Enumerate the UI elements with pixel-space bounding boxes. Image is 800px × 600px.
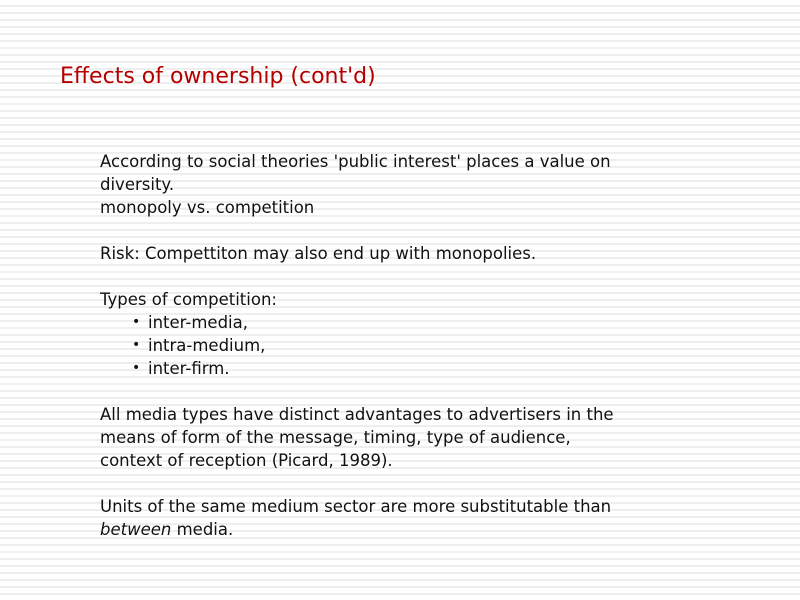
list-item-label: inter-media, bbox=[148, 313, 248, 332]
list-item bbox=[100, 334, 720, 357]
bullet-icon: • bbox=[132, 337, 141, 353]
bullet-icon: • bbox=[132, 360, 141, 376]
text-line: means of form of the message, timing, type of audience, bbox=[100, 428, 571, 447]
bullet-icon: • bbox=[132, 314, 141, 330]
risk-paragraph bbox=[100, 242, 720, 265]
text-line: All media types have distinct advantages to advertisers in the bbox=[100, 405, 614, 424]
list-item-label: intra-medium, bbox=[148, 336, 266, 355]
competition-list bbox=[100, 311, 720, 380]
text-fragment: media. bbox=[171, 520, 234, 539]
slide bbox=[0, 18, 800, 580]
list-item bbox=[100, 357, 720, 380]
competition-heading: Types of competition: bbox=[100, 290, 277, 309]
text-line: monopoly vs. competition bbox=[100, 198, 315, 217]
text-line: According to social theories 'public interest' places a value on bbox=[100, 152, 611, 171]
text-line: Units of the same medium sector are more substitutable than bbox=[100, 497, 612, 516]
text-line bbox=[100, 518, 720, 541]
advantages-paragraph bbox=[100, 403, 720, 472]
public-interest-paragraph bbox=[100, 150, 720, 219]
text-line: Risk: Compettiton may also end up with monopolies. bbox=[100, 244, 537, 263]
text-line: diversity. bbox=[100, 175, 175, 194]
competition-types bbox=[100, 288, 720, 380]
list-item bbox=[100, 311, 720, 334]
slide-body bbox=[100, 150, 720, 564]
slide-title: Effects of ownership (cont'd) bbox=[60, 64, 376, 89]
text-line: context of reception (Picard, 1989). bbox=[100, 451, 393, 470]
italic-word: between bbox=[100, 520, 172, 539]
substitutable-paragraph bbox=[100, 495, 720, 541]
list-item-label: inter-firm. bbox=[148, 359, 230, 378]
